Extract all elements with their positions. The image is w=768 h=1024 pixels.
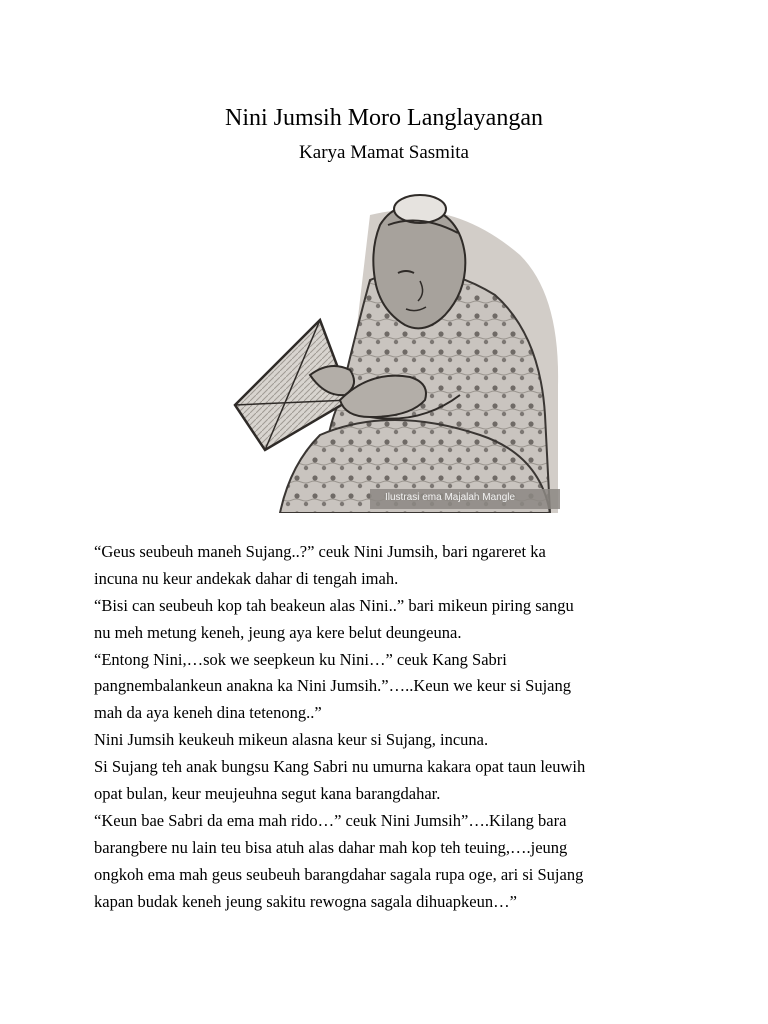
story-line: barangbere nu lain teu bisa atuh alas dahar mah kop teh teuing,….jeung (94, 837, 568, 857)
story-line: “Entong Nini,…sok we seepkeun ku Nini…” ceuk Kang Sabri (94, 649, 507, 669)
document-author: Karya Mamat Sasmita (299, 142, 469, 163)
story-text (94, 539, 694, 915)
illustration-credit: Ilustrasi ema Majalah Mangle (385, 492, 516, 503)
story-line: mah da aya keneh dina tetenong..” (94, 703, 322, 723)
story-line: pangnembalankeun anakna ka Nini Jumsih.”…..Keun we keur si Sujang (94, 676, 572, 696)
story-line: opat bulan, keur meujeuhna segut kana barangdahar. (94, 784, 441, 804)
story-line: ongkoh ema mah geus seubeuh barangdahar sagala rupa oge, ari si Sujang (94, 864, 584, 884)
story-line: “Bisi can seubeuh kop tah beakeun alas Nini..” bari mikeun piring sangu (94, 595, 574, 615)
story-line: nu meh metung keneh, jeung aya kere belut deungeuna. (94, 622, 462, 642)
document-title: Nini Jumsih Moro Langlayangan (225, 105, 543, 131)
story-line: “Keun bae Sabri da ema mah rido…” ceuk Nini Jumsih”….Kilang bara (94, 810, 567, 830)
story-line: incuna nu keur andekak dahar di tengah imah. (94, 568, 399, 588)
story-line: Nini Jumsih keukeuh mikeun alasna keur si Sujang, incuna. (94, 730, 489, 750)
grandmother-with-kite-illustration (220, 185, 560, 513)
story-line: kapan budak keneh jeung sakitu rewogna sagala dihuapkeun…” (94, 891, 517, 911)
story-line: “Geus seubeuh maneh Sujang..?” ceuk Nini Jumsih, bari ngareret ka (94, 542, 546, 561)
story-illustration (220, 185, 560, 513)
story-line: Si Sujang teh anak bungsu Kang Sabri nu umurna kakara opat taun leuwih (94, 757, 586, 777)
